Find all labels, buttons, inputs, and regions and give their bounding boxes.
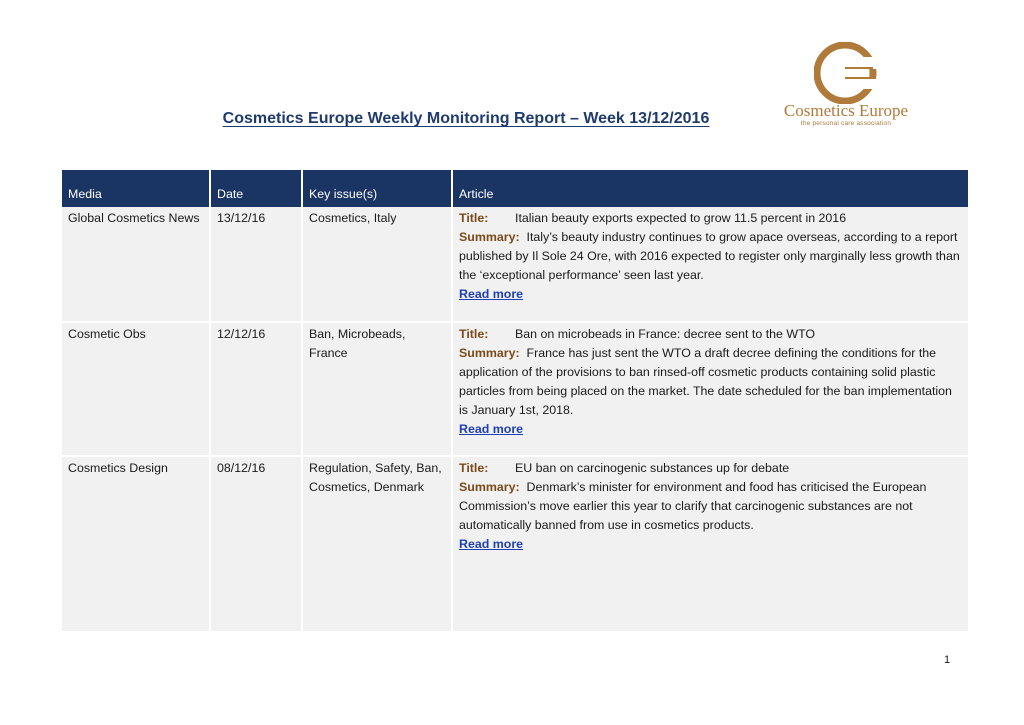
title-label: Title: xyxy=(459,327,489,341)
header-article: Article xyxy=(453,170,968,207)
read-more-link[interactable]: Read more xyxy=(459,287,524,301)
monitoring-table xyxy=(60,170,970,633)
article-summary: Denmark’s minister for environment and food has criticised the European Commission’s move earlier this year to clarify that carcinogenic substances are not automatically banned from use in cosmetics products. xyxy=(459,480,927,532)
cell-article xyxy=(453,323,968,457)
table-header-row xyxy=(62,170,968,207)
logo-tagline: the personal care association xyxy=(800,120,892,127)
read-more-link[interactable]: Read more xyxy=(459,422,524,436)
cell-date: 13/12/16 xyxy=(211,207,301,323)
article-title-line xyxy=(459,459,962,478)
page-number: 1 xyxy=(944,654,951,666)
summary-label: Summary: xyxy=(459,480,520,494)
cell-media: Cosmetic Obs xyxy=(62,323,209,457)
article-summary: Italy’s beauty industry continues to grow apace overseas, according to a report published by Il Sole 24 Ore, with 2016 expected to register only marginally less growth than the ‘exceptional performance’ seen last year. xyxy=(459,230,960,282)
article-summary-line xyxy=(459,478,962,535)
table-row xyxy=(62,207,968,323)
article-title: Ban on microbeads in France: decree sent to the WTO xyxy=(515,327,816,341)
article-title-line xyxy=(459,209,962,228)
logo-mark-icon xyxy=(814,42,878,104)
report-title: Cosmetics Europe Weekly Monitoring Report – Week 13/12/2016 xyxy=(222,110,710,127)
title-label: Title: xyxy=(459,461,489,475)
cell-key-issues: Cosmetics, Italy xyxy=(303,207,451,323)
cell-article xyxy=(453,457,968,633)
summary-label: Summary: xyxy=(459,230,520,244)
read-more-link[interactable]: Read more xyxy=(459,537,524,551)
header-key-issues: Key issue(s) xyxy=(303,170,451,207)
summary-label: Summary: xyxy=(459,346,520,360)
logo-brand-text: Cosmetics Europe xyxy=(783,101,909,120)
cell-key-issues: Regulation, Safety, Ban, Cosmetics, Denmark xyxy=(303,457,451,633)
table-row xyxy=(62,323,968,457)
article-title-line xyxy=(459,325,962,344)
header-date: Date xyxy=(211,170,301,207)
article-summary: France has just sent the WTO a draft decree defining the conditions for the application of the provisions to ban rinsed-off cosmetic products containing solid plastic particles from being placed on the market. The date scheduled for the ban implementation is January 1st, 2018. xyxy=(459,346,952,417)
article-title: Italian beauty exports expected to grow 11.5 percent in 2016 xyxy=(515,211,847,225)
title-label: Title: xyxy=(459,211,489,225)
cell-date: 12/12/16 xyxy=(211,323,301,457)
cell-article xyxy=(453,207,968,323)
cell-date: 08/12/16 xyxy=(211,457,301,633)
article-summary-line xyxy=(459,344,962,420)
table-row xyxy=(62,457,968,633)
header-media: Media xyxy=(62,170,209,207)
article-summary-line xyxy=(459,228,962,285)
cell-key-issues: Ban, Microbeads, France xyxy=(303,323,451,457)
cell-media: Global Cosmetics News xyxy=(62,207,209,323)
article-title: EU ban on carcinogenic substances up for debate xyxy=(515,461,790,475)
cell-media: Cosmetics Design xyxy=(62,457,209,633)
